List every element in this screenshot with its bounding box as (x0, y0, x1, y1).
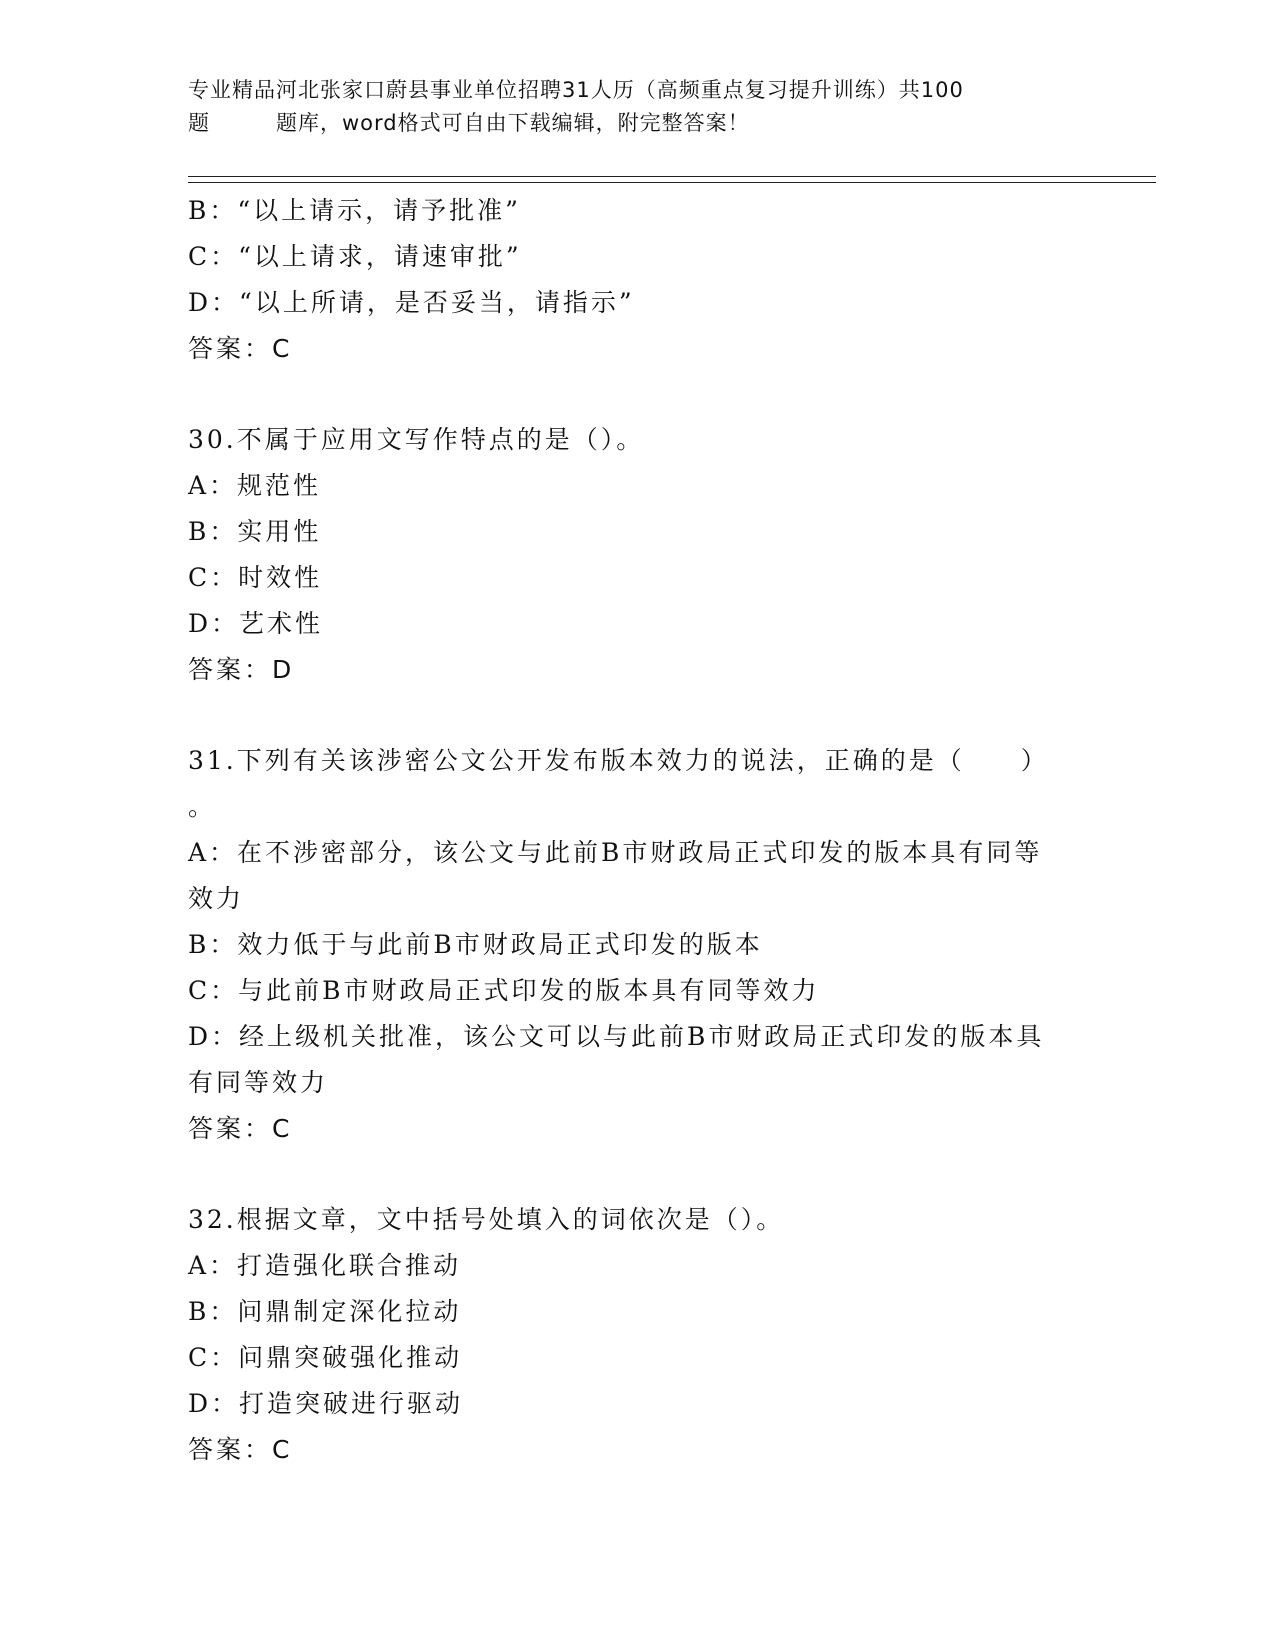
question-stem: 32.根据文章，文中括号处填入的词依次是（）。 (188, 1205, 785, 1234)
header-title-line2-start: 题 (188, 111, 210, 135)
question-29-tail (188, 188, 1088, 372)
question-stem-continued: 。 (188, 792, 217, 821)
answer: 答案：D (188, 655, 295, 684)
question-30 (188, 417, 1088, 693)
answer: 答案：C (188, 334, 293, 363)
option-d: D：经上级机关批准，该公文可以与此前B市财政局正式印发的版本具 (188, 1022, 1045, 1051)
question-31 (188, 738, 1088, 1152)
option-d: D：艺术性 (188, 609, 324, 638)
header-divider-bottom (188, 182, 1156, 183)
option-a: A：规范性 (188, 471, 322, 500)
header-title-line2-rest: 题库，word格式可自由下载编辑，附完整答案！ (276, 111, 750, 135)
option-d: D：打造突破进行驱动 (188, 1389, 464, 1418)
answer: 答案：C (188, 1114, 293, 1143)
option-c: C：时效性 (188, 563, 323, 592)
header-divider-top (188, 176, 1156, 177)
option-a-continued: 效力 (188, 884, 245, 913)
option-c: C：与此前B市财政局正式印发的版本具有同等效力 (188, 976, 820, 1005)
question-stem: 31.下列有关该涉密公文公开发布版本效力的说法，正确的是（ ） (188, 746, 1049, 775)
option-d: D：“以上所请，是否妥当，请指示” (188, 288, 635, 317)
option-c: C：“以上请求，请速审批” (188, 242, 522, 271)
header-title-line1: 专业精品河北张家口蔚县事业单位招聘31人历（高频重点复习提升训练）共100 (188, 78, 964, 102)
option-b: B：实用性 (188, 517, 322, 546)
question-stem: 30.不属于应用文写作特点的是（）。 (188, 425, 645, 454)
option-c: C：问鼎突破强化推动 (188, 1343, 463, 1372)
question-list (188, 188, 1088, 1473)
option-a: A：在不涉密部分，该公文与此前B市财政局正式印发的版本具有同等 (188, 838, 1043, 867)
option-b: B：问鼎制定深化拉动 (188, 1297, 462, 1326)
option-d-continued: 有同等效力 (188, 1068, 329, 1097)
option-b: B：效力低于与此前B市财政局正式印发的版本 (188, 930, 763, 959)
option-a: A：打造强化联合推动 (188, 1251, 462, 1280)
document-header (188, 74, 1088, 140)
option-b: B：“以上请示，请予批准” (188, 196, 521, 225)
answer: 答案：C (188, 1435, 293, 1464)
question-32 (188, 1197, 1088, 1473)
header-title-line2 (188, 107, 1088, 140)
